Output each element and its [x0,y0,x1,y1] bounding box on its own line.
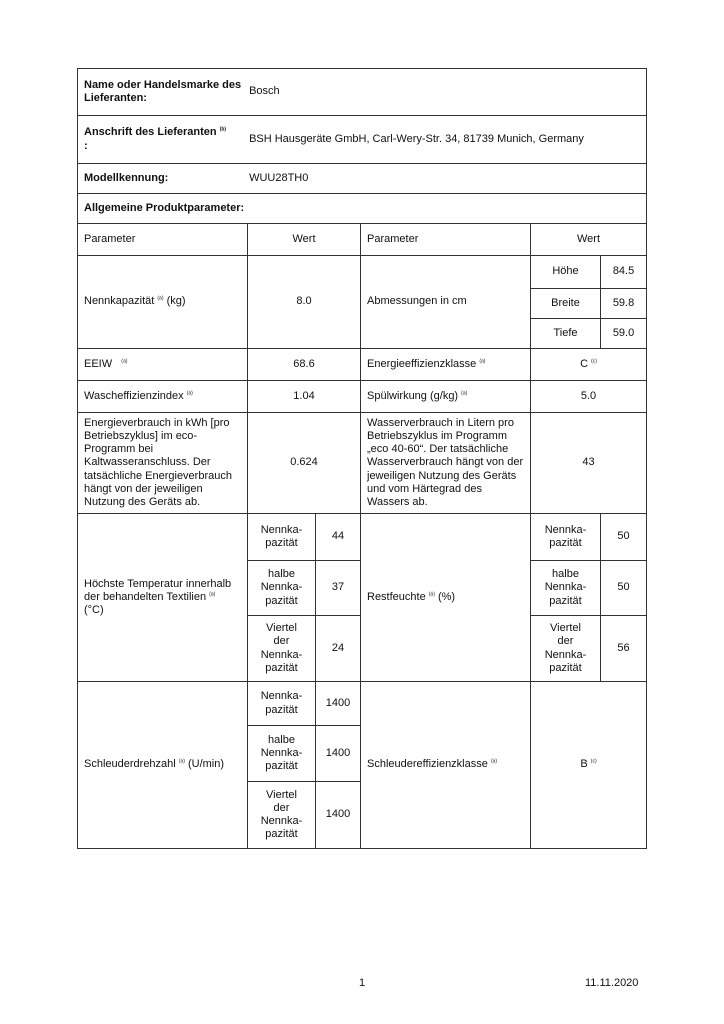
capacity-dims-row [78,256,647,289]
height-value: 84.5 [601,256,647,289]
max-temp-label: Höchste Temperatur innerhalb der behandelten Textilien $^{(a)}$ (°C) [78,514,248,682]
capacity-quarter-label: Viertel der Nennka- pazität [248,782,316,849]
temp-quarter-value: 24 [316,616,361,682]
temp-half-value: 37 [316,561,361,616]
capacity-half-label: halbe Nennka- pazität [531,561,601,616]
supplier-address-label: Anschrift des Lieferanten $^{(b)}$ : [84,126,227,152]
model-row [78,164,647,194]
wash-efficiency-label: Wascheffizienzindex $^{(a)}$ [78,381,248,413]
width-value: 59.8 [601,289,647,319]
energy-class-label: Energieeffizienzklasse $^{(a)}$ [361,349,531,381]
consumption-row [78,413,647,514]
document-date: 11.11.2020 [585,977,639,989]
capacity-quarter-label: Viertel der Nennka- pazität [531,616,601,682]
spin-speed-label: Schleuderdrehzahl $^{(a)}$ (U/min) [78,682,248,849]
energy-consumption-label: Energieverbrauch in kWh [pro Betriebszyklus] im eco-Programm bei Kaltwasseranschluss. Der tatsächliche Energieverbrauch hängt von der jeweiligen Nutzung des Geräts ab. [78,413,248,514]
spin-class-label: Schleudereffizienzklasse $^{(a)}$ [361,682,531,849]
capacity-half-label: halbe Nennka- pazität [248,726,316,782]
capacity-full-label: Nennka- pazität [248,514,316,561]
general-params-heading: Allgemeine Produktparameter: [78,194,647,224]
spin-quarter-value: 1400 [316,782,361,849]
eeiw-value: 68.6 [248,349,361,381]
wash-efficiency-value: 1.04 [248,381,361,413]
supplier-name-value: Bosch [249,85,280,98]
general-params-row [78,194,647,224]
header-row [78,224,647,256]
width-label: Breite [531,289,601,319]
energy-consumption-value: 0.624 [248,413,361,514]
dimensions-label: Abmessungen in cm [361,256,531,349]
moisture-quarter-value: 56 [601,616,647,682]
height-label: Höhe [531,256,601,289]
moisture-half-value: 50 [601,561,647,616]
capacity-full-label: Nennka- pazität [531,514,601,561]
residual-moisture-label: Restfeuchte $^{(a)}$ (%) [361,514,531,682]
value-header-right: Wert [531,224,647,256]
rinse-label: Spülwirkung (g/kg) $^{(a)}$ [361,381,531,413]
eeiw-label: EEIW $^{(a)}$ [78,349,248,381]
model-label: Modellkennung: [84,171,169,184]
temp-full-value: 44 [316,514,361,561]
capacity-quarter-label: Viertel der Nennka- pazität [248,616,316,682]
supplier-address-value: BSH Hausgeräte GmbH, Carl-Wery-Str. 34, 81739 Munich, Germany [249,132,584,145]
spin-half-value: 1400 [316,726,361,782]
eeiw-row [78,349,647,381]
spin-class-value: B $^{(c)}$ [531,682,647,849]
spin-full-value: 1400 [316,682,361,726]
rinse-value: 5.0 [531,381,647,413]
capacity-label: Nennkapazität $^{(a)}$ (kg) [78,256,248,349]
water-consumption-label: Wasserverbrauch in Litern pro Betriebszyklus im Programm „eco 40-60“. Der tatsächliche Wasserverbrauch hängt von der jeweiligen Nutzung des Geräts und vom Härtegrad des Wassers ab. [361,413,531,514]
param-header-right: Parameter [361,224,531,256]
depth-value: 59.0 [601,319,647,349]
capacity-half-label: halbe Nennka- pazität [248,561,316,616]
depth-label: Tiefe [531,319,601,349]
spin-full-row [78,682,647,726]
model-value: WUU28TH0 [249,171,309,184]
moisture-full-value: 50 [601,514,647,561]
label-sheet [77,68,646,849]
temp-moist-full-row [78,514,647,561]
water-consumption-value: 43 [531,413,647,514]
param-header-left: Parameter [78,224,248,256]
wash-rinse-row [78,381,647,413]
capacity-full-label: Nennka- pazität [248,682,316,726]
product-info-table [77,68,647,849]
supplier-name-label: Name oder Handelsmarke des Lieferanten: [84,78,242,104]
capacity-value: 8.0 [248,256,361,349]
supplier-address-row [78,116,647,164]
supplier-name-row [78,69,647,116]
value-header-left: Wert [248,224,361,256]
page-number: 1 [358,977,366,989]
energy-class-value: C $^{(c)}$ [531,349,647,381]
